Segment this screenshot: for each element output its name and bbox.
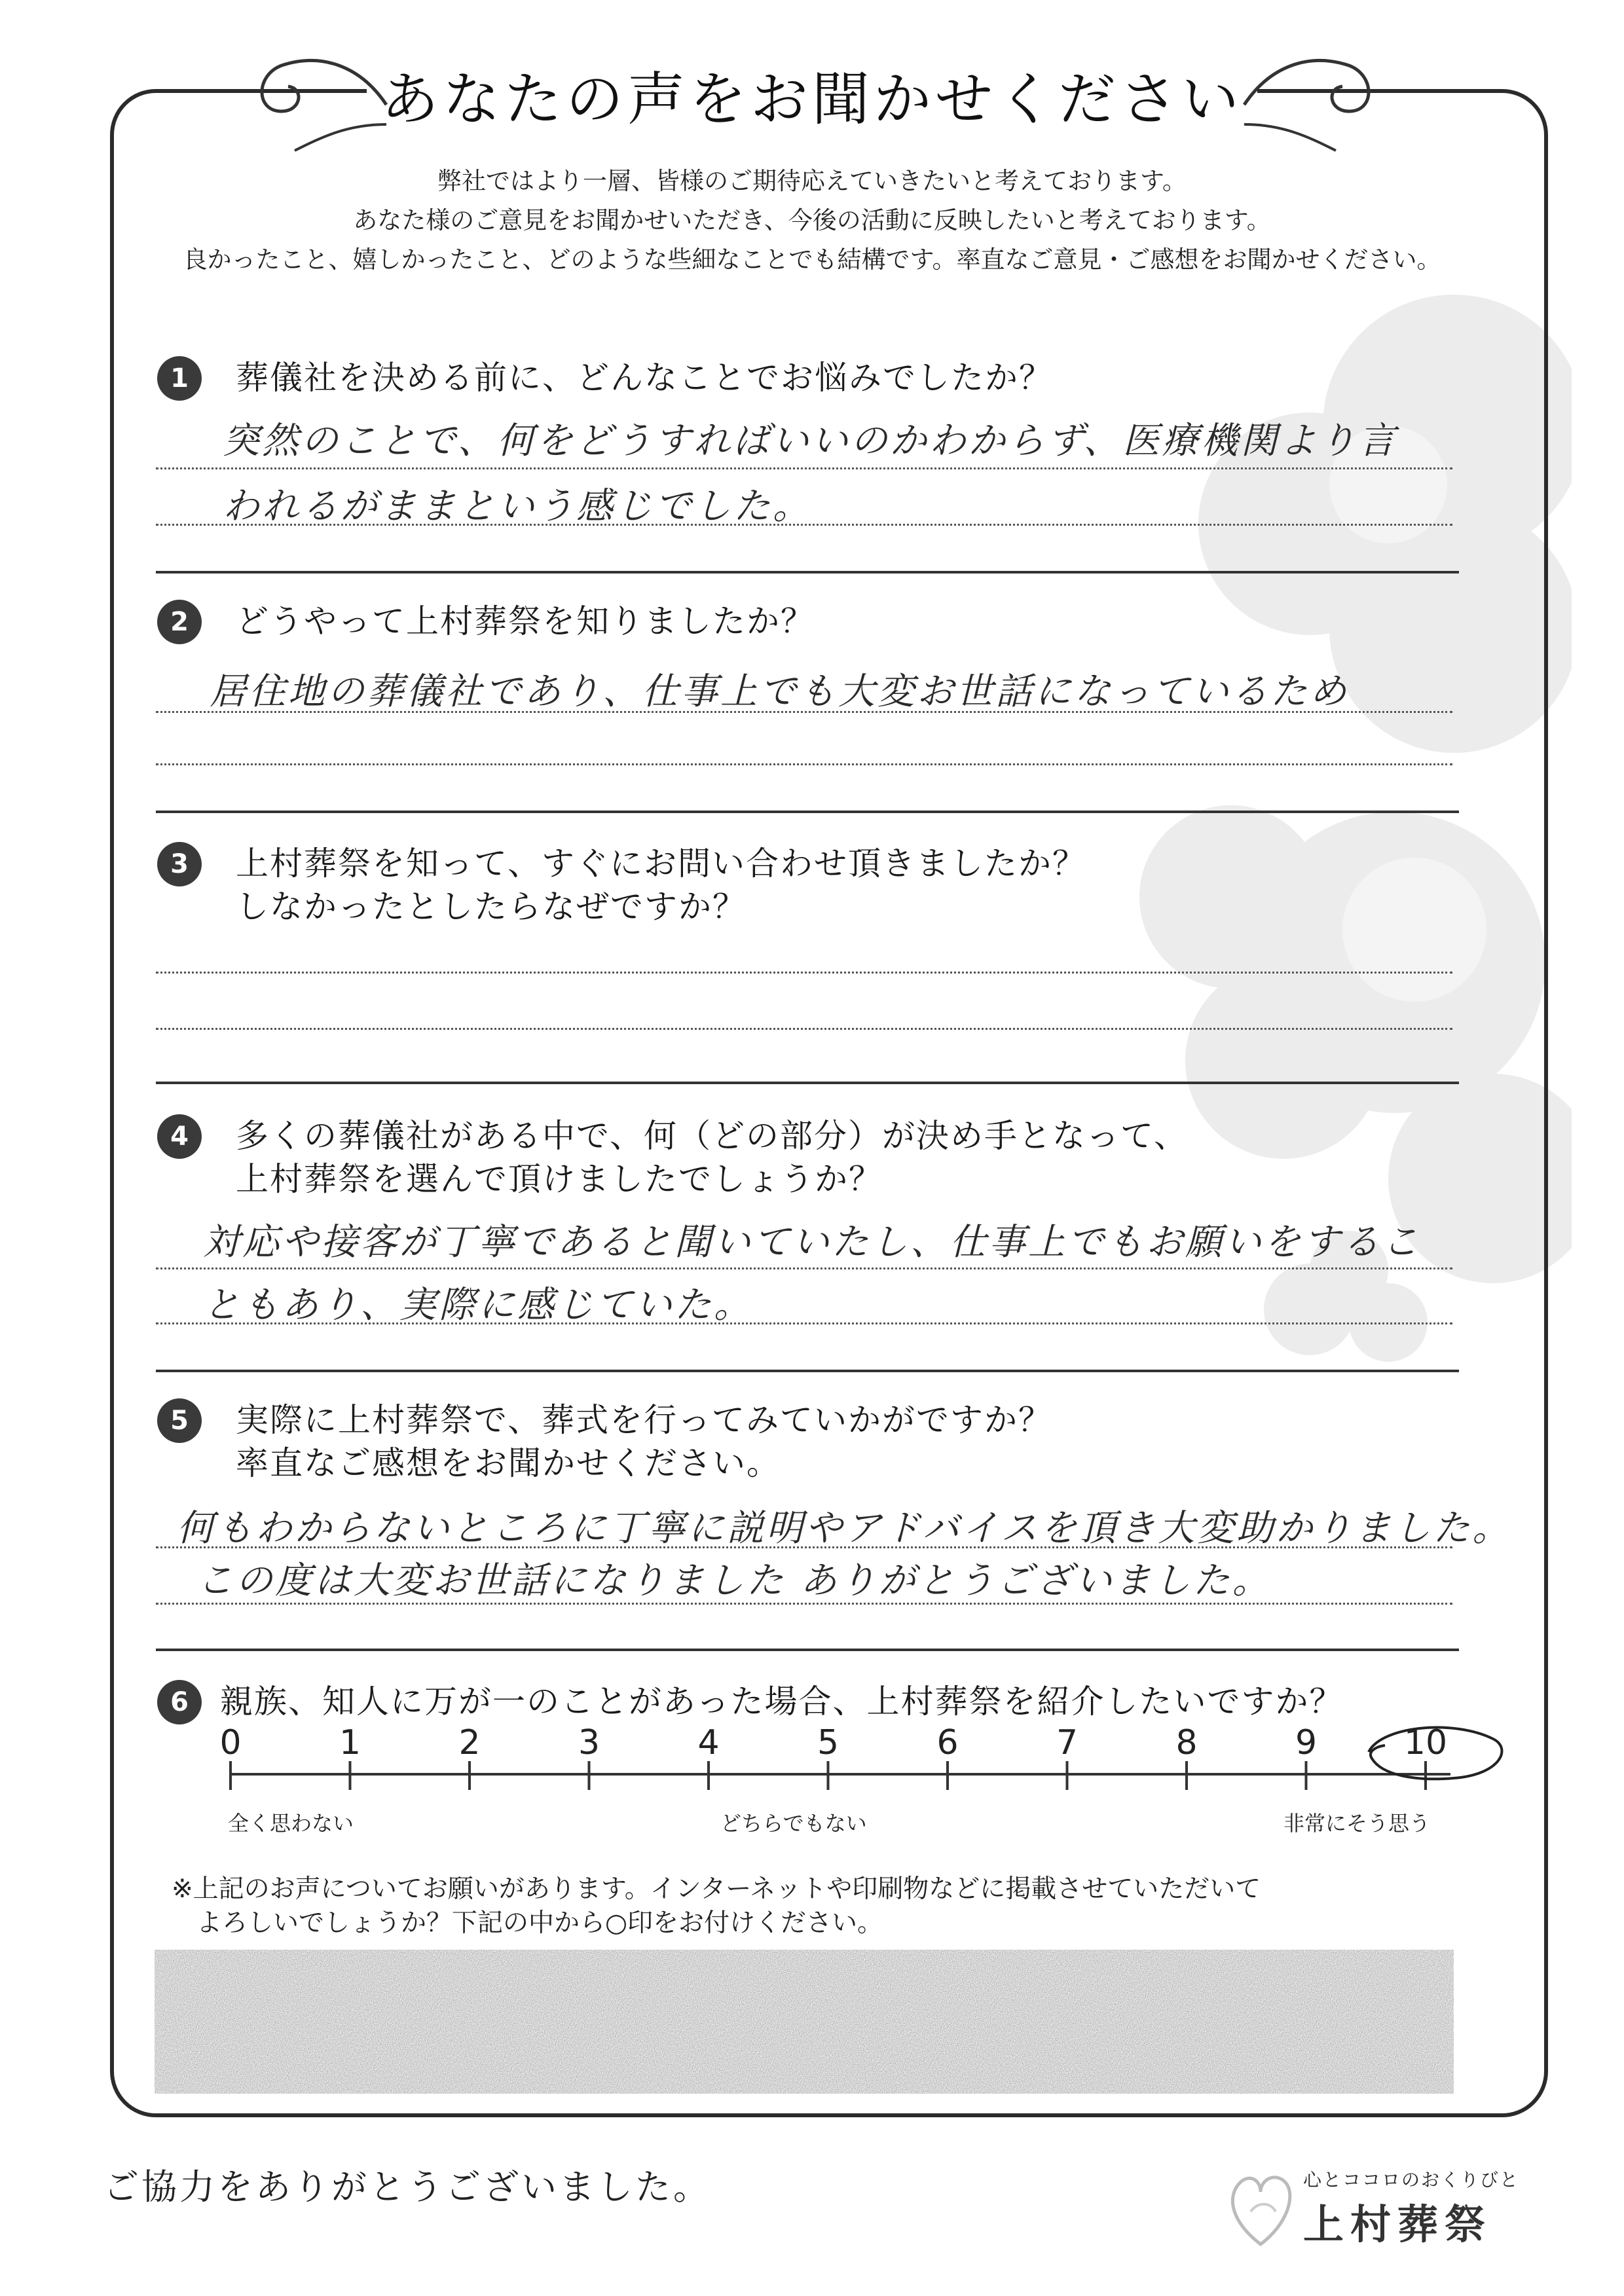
scale-label-low: 全く思わない bbox=[228, 1811, 354, 1836]
page-title: あなたの声をお聞かせください bbox=[380, 65, 1243, 133]
thanks-message: ご協力をありがとうございました。 bbox=[103, 2166, 711, 2208]
question-number-badge: 6 bbox=[157, 1680, 202, 1724]
answer-4-text: 対応や接客が丁寧であると聞いていたし、仕事上でもお願いをすることもあり、実際に感じていた。 bbox=[203, 1221, 1421, 1326]
question-number-badge: 1 bbox=[157, 356, 202, 401]
answer-line bbox=[156, 1546, 1452, 1548]
logo-tagline: 心とココロのおくりびと bbox=[1303, 2169, 1520, 2191]
answer-5-line-1: 何もわからないところに丁寧に説明やアドバイスを頂き大変助かりました。 bbox=[177, 1507, 1512, 1550]
scale-value-10: 10 bbox=[1403, 1723, 1448, 1762]
scale-value-0: 0 bbox=[219, 1723, 242, 1762]
intro-line-2: あなた様のご意見をお聞かせいただき、今後の活動に反映したいと考えております。 bbox=[353, 206, 1271, 234]
answer-5-line-2: この度は大変お世話になりました ありがとうございました。 bbox=[196, 1559, 1272, 1602]
intro-line-1: 弊社ではより一層、皆様のご期待応えていきたいと考えております。 bbox=[437, 167, 1187, 195]
section-divider bbox=[156, 811, 1459, 813]
selected-circle-icon bbox=[1356, 1713, 1513, 1785]
question-number-badge: 4 bbox=[157, 1114, 202, 1159]
scale-value-3: 3 bbox=[578, 1723, 600, 1762]
scale-value-4: 4 bbox=[697, 1723, 720, 1762]
scale-value-2: 2 bbox=[458, 1723, 481, 1762]
answer-line bbox=[156, 711, 1452, 713]
question-number-badge: 2 bbox=[157, 600, 202, 644]
scale-value-1: 1 bbox=[339, 1723, 361, 1762]
answer-1-text: 突然のことで、何をどうすればいいのかわからず、医療機関より言われるがままという感じでした。 bbox=[223, 420, 1398, 528]
redacted-area bbox=[155, 1950, 1454, 2094]
rating-scale-axis bbox=[210, 1761, 1454, 1807]
question-1-text: 葬儀社を決める前に、どんなことでお悩みでしたか？ bbox=[236, 359, 1053, 397]
answer-line bbox=[156, 763, 1452, 765]
answer-line bbox=[156, 467, 1452, 469]
question-5-line-1: 実際に上村葬祭で、葬式を行ってみていかがですか？ bbox=[236, 1401, 1052, 1439]
answer-line bbox=[156, 524, 1452, 526]
question-5-line-2: 率直なご感想をお聞かせください。 bbox=[236, 1444, 781, 1482]
logo-name: 上村葬祭 bbox=[1303, 2200, 1492, 2248]
answer-line bbox=[156, 1267, 1452, 1269]
section-divider bbox=[156, 1370, 1459, 1372]
scale-value-6: 6 bbox=[936, 1723, 959, 1762]
scale-value-8: 8 bbox=[1175, 1723, 1198, 1762]
answer-line bbox=[156, 1603, 1452, 1605]
scale-value-5: 5 bbox=[817, 1723, 840, 1762]
answer-2-text: 居住地の葬儀社であり、仕事上でも大変お世話になっているため bbox=[210, 670, 1349, 713]
section-divider bbox=[156, 571, 1459, 574]
question-4-line-2: 上村葬祭を選んで頂けましたでしょうか？ bbox=[236, 1160, 883, 1198]
intro-line-3: 良かったこと、嬉しかったこと、どのような些細なことでも結構です。率直なご意見・ご感想をお聞かせください。 bbox=[183, 246, 1441, 274]
question-number-badge: 5 bbox=[157, 1398, 202, 1443]
publication-note-line-1: ※上記のお声についてお願いがあります。インターネットや印刷物などに掲載させていただいて bbox=[172, 1874, 1261, 1904]
scale-value-7: 7 bbox=[1056, 1723, 1079, 1762]
question-number-badge: 3 bbox=[157, 842, 202, 886]
question-6-text: 親族、知人に万が一のことがあった場合、上村葬祭を紹介したいですか？ bbox=[220, 1683, 1344, 1721]
section-divider bbox=[156, 1649, 1459, 1651]
question-3-line-1: 上村葬祭を知って、すぐにお問い合わせ頂きましたか？ bbox=[236, 845, 1086, 883]
question-2-text: どうやって上村葬祭を知りましたか？ bbox=[236, 602, 815, 640]
section-divider bbox=[156, 1082, 1459, 1084]
question-4-line-1: 多くの葬儀社がある中で、何（どの部分）が決め手となって、 bbox=[236, 1117, 1188, 1155]
publication-note-line-2: よろしいでしょうか？下記の中から○印をお付けください。 bbox=[196, 1908, 883, 1938]
answer-line bbox=[156, 972, 1452, 974]
scale-label-high: 非常にそう思う bbox=[1283, 1811, 1431, 1836]
answer-line bbox=[156, 1322, 1452, 1324]
scale-label-mid: どちらでもない bbox=[720, 1811, 867, 1836]
scale-value-9: 9 bbox=[1295, 1723, 1318, 1762]
answer-line bbox=[156, 1028, 1452, 1030]
question-3-line-2: しなかったとしたらなぜですか？ bbox=[236, 888, 747, 926]
heart-logo-icon bbox=[1225, 2166, 1297, 2251]
